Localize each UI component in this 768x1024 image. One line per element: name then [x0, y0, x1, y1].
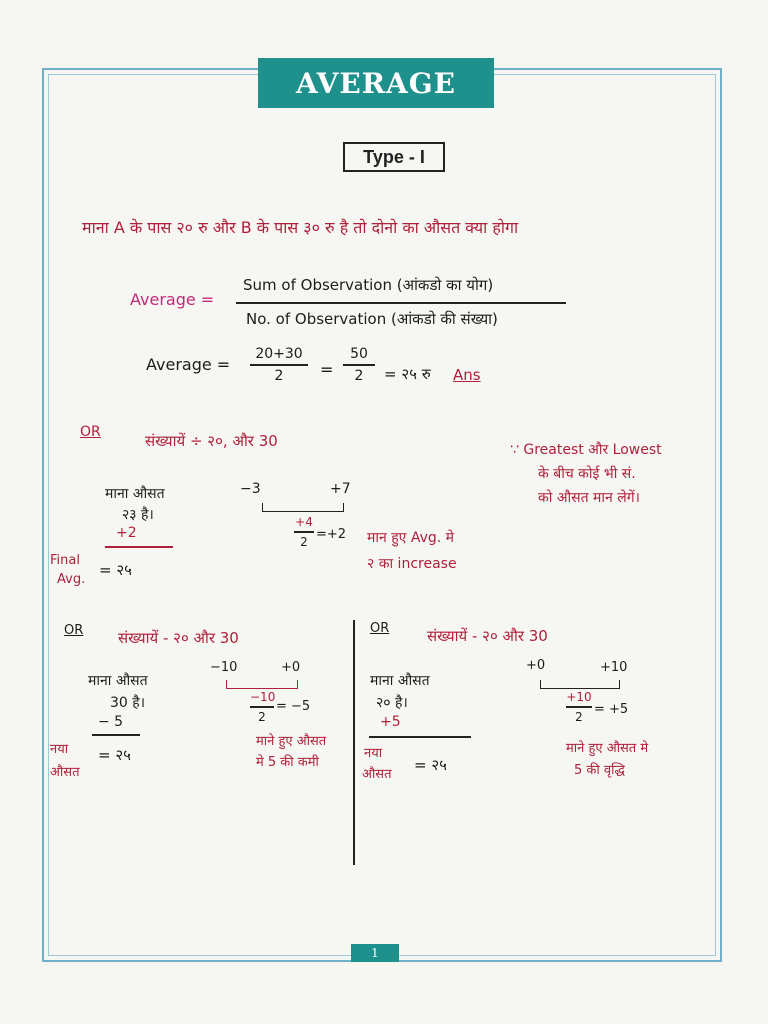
- calc-den1: 2: [274, 367, 284, 384]
- m2-final-label1: Final: [50, 553, 80, 568]
- m2-bracket: [262, 503, 344, 512]
- m4-new-val: = २५: [414, 756, 447, 774]
- column-divider: [353, 620, 355, 865]
- m2-sum-frac: [294, 515, 314, 549]
- m4-dev-left: +0: [526, 658, 546, 673]
- m3-sum-res: = −5: [276, 699, 311, 714]
- m2-or: OR: [80, 424, 101, 440]
- m4-new-label1: नया: [364, 746, 383, 761]
- m2-assume: माना औसत: [105, 486, 165, 502]
- calc-bar1: [250, 364, 308, 366]
- m3-minus: − 5: [98, 714, 124, 730]
- m2-final-val: = २५: [99, 561, 132, 579]
- m3-assume: माना औसत: [88, 673, 148, 689]
- calc-fraction-1: [250, 346, 308, 384]
- m3-new-val: = २५: [98, 746, 131, 764]
- m4-sum-line: [369, 736, 471, 738]
- m2-note1: मान हुए Avg. मे: [367, 530, 455, 546]
- m2-tip3: को औसत मान लेगें।: [538, 490, 640, 506]
- question-text: माना A के पास २० रु और B के पास ३० रु है तो दोनो का औसत क्या होगा: [82, 218, 519, 237]
- m2-sum-res: =+2: [316, 527, 347, 542]
- m2-sum-line: [105, 546, 173, 548]
- m4-sum-den: 2: [575, 709, 583, 724]
- m3-note1: माने हुए औसत: [256, 734, 327, 749]
- m3-dev-left: −10: [210, 660, 238, 675]
- m3-sum-frac: [250, 690, 274, 724]
- m3-new-label1: नया: [50, 742, 69, 757]
- m2-dev-left: −3: [240, 481, 261, 497]
- calc-den2: 2: [354, 367, 364, 384]
- m4-assume: माना औसत: [370, 673, 430, 689]
- formula-denominator: No. of Observation (आंकडो की संख्या): [246, 310, 498, 328]
- m4-plus: +5: [380, 714, 401, 730]
- m3-new-label2: औसत: [50, 765, 80, 780]
- formula-bar: [236, 302, 566, 304]
- m2-tip2: के बीच कोई भी सं.: [538, 466, 636, 482]
- m4-sum-bar: [566, 706, 592, 708]
- m4-note2: 5 की वृद्धि: [574, 763, 625, 778]
- m4-sum-frac: [566, 690, 592, 724]
- calc-fraction-2: [343, 346, 375, 384]
- m4-or: OR: [370, 621, 390, 636]
- page-title: AVERAGE: [258, 58, 494, 108]
- formula-numerator: Sum of Observation (आंकडो का योग): [243, 276, 494, 294]
- m4-dev-right: +10: [600, 660, 628, 675]
- calc-num1: 20+30: [255, 346, 303, 362]
- m2-final-label2: Avg.: [57, 572, 86, 587]
- m3-sum-line: [92, 734, 140, 736]
- m2-sum-bar: [294, 531, 314, 533]
- m3-numbers: संख्यायें - २० और 30: [118, 629, 239, 647]
- m2-sum-den: 2: [300, 534, 308, 549]
- calc-result: = २५ रु: [384, 365, 431, 383]
- calc-ans: Ans: [453, 366, 481, 384]
- page-number: 1: [351, 944, 399, 962]
- calc-eq: =: [320, 360, 334, 379]
- m2-dev-right: +7: [330, 481, 351, 497]
- m4-sum-res: = +5: [594, 702, 629, 717]
- m4-bracket: [540, 680, 620, 689]
- m3-sum-den: 2: [258, 709, 266, 724]
- m4-new-label2: औसत: [362, 767, 392, 782]
- m2-assume-val: २३ है।: [122, 507, 154, 523]
- m3-assume-val: 30 है।: [110, 695, 146, 711]
- formula-lhs: Average =: [130, 290, 215, 309]
- m2-sum-num: +4: [295, 515, 313, 529]
- m4-assume-val: २० है।: [376, 695, 408, 711]
- calc-num2: 50: [350, 346, 368, 362]
- m2-plus: +2: [116, 525, 137, 541]
- m4-note1: माने हुए औसत मे: [566, 741, 649, 756]
- m3-dev-right: +0: [281, 660, 301, 675]
- calc-lhs: Average =: [146, 355, 231, 374]
- calc-bar2: [343, 364, 375, 366]
- m3-sum-num: −10: [250, 690, 276, 704]
- m2-note2: २ का increase: [367, 556, 457, 572]
- m3-or: OR: [64, 623, 84, 638]
- m3-bracket: [226, 680, 298, 689]
- m4-numbers: संख्यायें - २० और 30: [427, 627, 548, 645]
- m3-note2: मे 5 की कमी: [256, 755, 319, 770]
- type-label: Type - I: [343, 142, 445, 172]
- m4-sum-num: +10: [566, 690, 592, 704]
- m2-numbers: संख्यायें ÷ २०, और 30: [145, 432, 278, 450]
- m2-tip1: ∵ Greatest और Lowest: [510, 442, 662, 458]
- m3-sum-bar: [250, 706, 274, 708]
